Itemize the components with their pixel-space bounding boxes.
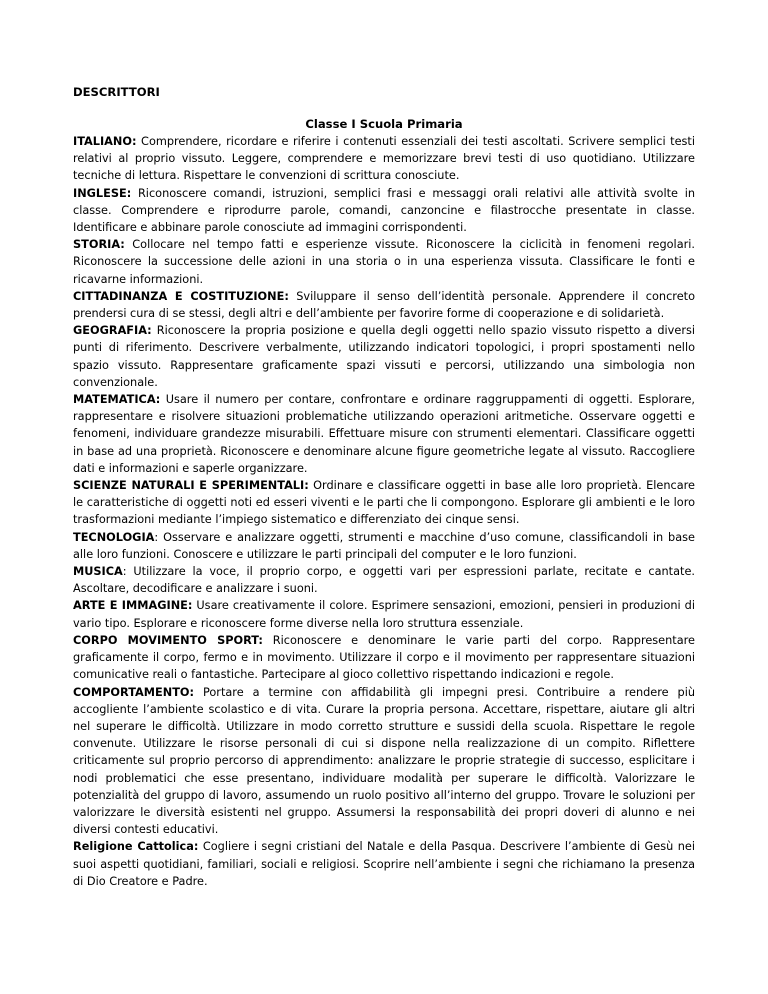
section-text: Ordinare e classificare oggetti in base alle loro proprietà. Elencare le caratteristiche di oggetti noti ed esseri viventi e le parti che li compongono. Esplorare gli ambienti e le loro trasformazioni mediante l’impiego sistematico e differenziato dei cinque sensi. bbox=[73, 479, 695, 527]
section-italiano bbox=[73, 133, 695, 185]
section-title: MUSICA bbox=[73, 565, 123, 579]
section-religione bbox=[73, 838, 695, 890]
section-title: COMPORTAMENTO: bbox=[73, 685, 195, 699]
document-heading: DESCRITTORI bbox=[73, 85, 160, 99]
section-text: Cogliere i segni cristiani del Natale e della Pasqua. Descrivere l’ambiente di Gesù nei suoi aspetti quotidiani, familiari, sociali e religiosi. Scoprire nell’ambiente i segni che richiamano la presenza di Dio Creatore e Padre. bbox=[73, 840, 695, 888]
section-cittadinanza bbox=[73, 288, 695, 322]
section-storia bbox=[73, 236, 695, 288]
section-text: Usare il numero per contare, confrontare e ordinare raggruppamenti di oggetti. Esplorare, rappresentare e risolvere situazioni problematiche utilizzando operazioni aritmetiche. Osservare oggetti e fenomeni, individuare grandezze misurabili. Effettuare misure con strumenti elementari. Classificare oggetti in base ad una proprietà. Riconoscere e denominare alcune figure geometriche legate al vissuto. Raccogliere dati e informazioni e saperle organizzare. bbox=[73, 393, 695, 475]
section-text: : Osservare e analizzare oggetti, strumenti e macchine d’uso comune, classificandoli in base alle loro funzioni. Conoscere e utilizzare le parti principali del computer e le loro funzioni. bbox=[73, 530, 695, 561]
section-text: Riconoscere comandi, istruzioni, semplici frasi e messaggi orali relativi alle attività svolte in classe. Comprendere e riprodurre parole, comandi, canzoncine e filastrocche presentate in classe. Identificare e abbinare parole conosciute ad immagini corrispondenti. bbox=[73, 186, 695, 235]
section-title: MATEMATICA: bbox=[73, 393, 161, 407]
section-title: ARTE E IMMAGINE: bbox=[73, 599, 193, 613]
section-text: Riconoscere e denominare le varie parti del corpo. Rappresentare graficamente il corpo, fermo e in movimento. Utilizzare il corpo e il movimento per rappresentare situazioni comunicative reali o fantastiche. Partecipare al gioco collettivo rispettando indicazioni e regole. bbox=[73, 633, 695, 682]
section-title: Religione Cattolica: bbox=[73, 840, 199, 854]
section-text: : Utilizzare la voce, il proprio corpo, e oggetti vari per espressioni parlate, recitate e cantate. Ascoltare, decodificare e analizzare i suoni. bbox=[73, 565, 695, 596]
section-title: ITALIANO: bbox=[73, 135, 137, 148]
section-scienze bbox=[73, 477, 695, 529]
section-text: Riconoscere la propria posizione e quella degli oggetti nello spazio vissuto rispetto a diversi punti di riferimento. Descrivere verbalmente, utilizzando indicatori topologici, i propri spostamenti nello spazio vissuto. Rappresentare graficamente spazi vissuti e percorsi, utilizzando una simbologia non convenzionale. bbox=[73, 324, 695, 389]
section-inglese bbox=[73, 185, 695, 237]
section-text: Collocare nel tempo fatti e esperienze vissute. Riconoscere la ciclicità in fenomeni regolari. Riconoscere la successione delle azioni in una storia o in una esperienza vissuta. Classificare le fonti e ricavarne informazioni. bbox=[73, 238, 695, 286]
document-page bbox=[73, 84, 695, 890]
section-title: CORPO MOVIMENTO SPORT: bbox=[73, 633, 263, 647]
section-text: Sviluppare il senso dell’identità personale. Apprendere il concreto prendersi cura di se stessi, degli altri e dell’ambiente per favorire forme di cooperazione e di solidarietà. bbox=[73, 289, 695, 321]
section-musica bbox=[73, 563, 695, 597]
document-subtitle: Classe I Scuola Primaria bbox=[305, 117, 463, 131]
section-title: TECNOLOGIA bbox=[73, 530, 155, 544]
section-geografia bbox=[73, 322, 695, 391]
section-corpo-movimento bbox=[73, 632, 695, 684]
section-text: Portare a termine con affidabilità gli impegni presi. Contribuire a rendere più accogliente l’ambiente scolastico e di vita. Curare la propria persona. Accettare, rispettare, aiutare gli altri nel superare le difficoltà. Utilizzare in modo corretto strutture e sussidi della scuola. Rispettare le regole convenute. Utilizzare le risorse personali di cui si dispone nella realizzazione di un compito. Riflettere criticamente sul proprio percorso di apprendimento: analizzare le proprie strategie di successo, esplicitare i nodi problematici che esse presentano, individuare modalità per superare le difficoltà. Valorizzare le potenzialità del gruppo di lavoro, assumendo un ruolo positivo all’interno del gruppo. Trovare le soluzioni per valorizzare le diversità esistenti nel gruppo. Assumersi la responsabilità dei propri doveri di alunno e nei diversi contesti educativi. bbox=[73, 685, 695, 837]
section-title: CITTADINANZA E COSTITUZIONE: bbox=[73, 289, 289, 303]
section-title: SCIENZE NATURALI E SPERIMENTALI: bbox=[73, 479, 309, 493]
section-title: STORIA: bbox=[73, 238, 125, 252]
section-tecnologia bbox=[73, 529, 695, 563]
section-matematica bbox=[73, 391, 695, 477]
section-arte-immagine bbox=[73, 597, 695, 631]
section-title: GEOGRAFIA: bbox=[73, 324, 152, 338]
section-title: INGLESE: bbox=[73, 186, 132, 200]
section-text: Usare creativamente il colore. Esprimere sensazioni, emozioni, pensieri in produzioni di vario tipo. Esplorare e riconoscere forme diverse nella loro struttura essenziale. bbox=[73, 599, 695, 630]
section-comportamento bbox=[73, 684, 695, 839]
section-text: Comprendere, ricordare e riferire i contenuti essenziali dei testi ascoltati. Scrivere semplici testi relativi al proprio vissuto. Leggere, comprendere e memorizzare brevi testi di uso quotidiano. Utilizzare tecniche di lettura. Rispettare le convenzioni di scrittura conosciute. bbox=[73, 135, 695, 183]
